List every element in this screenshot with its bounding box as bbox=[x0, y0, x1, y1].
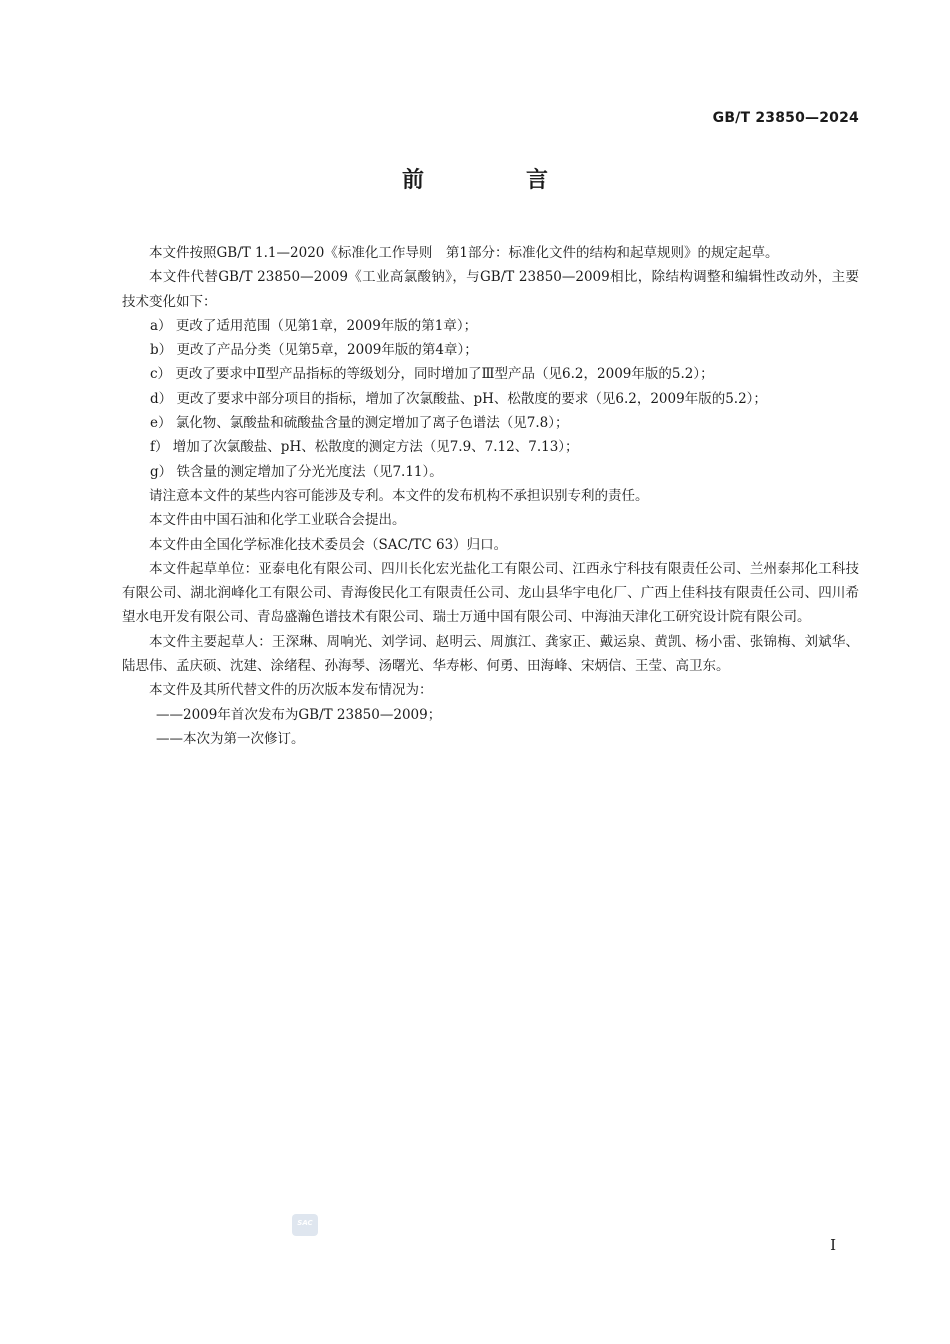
list-item bbox=[122, 411, 859, 435]
list-item bbox=[122, 338, 859, 362]
paragraph-main-drafters: 本文件主要起草人：王深琳、周响光、刘学词、赵明云、周旗江、龚家正、戴运泉、黄凯、杨小雷、张锦梅、刘斌华、陆思伟、孟庆硕、沈建、涂绪程、孙海琴、汤曙光、华寿彬、何勇、田海峰、宋炳信、王莹、高卫东。 bbox=[122, 633, 859, 675]
item-label: e） bbox=[150, 415, 172, 432]
paragraph-drafting-rules: 本文件按照GB/T 1.1—2020《标准化工作导则 第1部分：标准化文件的结构和起草规则》的规定起草。 bbox=[149, 245, 779, 261]
foreword-body bbox=[122, 241, 859, 751]
item-label: d） bbox=[150, 390, 173, 407]
item-text: 更改了要求中部分项目的指标，增加了次氯酸盐、pH、松散度的要求（见6.2，2009年版的5.2）； bbox=[176, 390, 767, 407]
history-item: ——2009年首次发布为GB/T 23850—2009； bbox=[156, 706, 442, 723]
item-text: 更改了产品分类（见第5章，2009年版的第4章）； bbox=[176, 342, 478, 359]
history-list bbox=[122, 703, 859, 752]
item-label: c） bbox=[150, 366, 172, 383]
item-text: 铁含量的测定增加了分光光度法（见7.11）。 bbox=[176, 463, 443, 480]
item-text: 氯化物、氯酸盐和硫酸盐含量的测定增加了离子色谱法（见7.8）； bbox=[175, 415, 569, 432]
list-item bbox=[122, 387, 859, 411]
item-text: 更改了适用范围（见第1章，2009年版的第1章）； bbox=[175, 317, 478, 334]
item-label: a） bbox=[150, 317, 172, 334]
page-title: 前 言 bbox=[401, 168, 588, 193]
item-label: g） bbox=[150, 463, 173, 480]
history-item: ——本次为第一次修订。 bbox=[156, 730, 305, 747]
changes-list bbox=[122, 314, 859, 484]
paragraph-replacement: 本文件代替GB/T 23850—2009《工业高氯酸钠》，与GB/T 23850—2009相比，除结构调整和编辑性改动外，主要技术变化如下： bbox=[122, 269, 859, 310]
paragraph-drafting-units: 本文件起草单位：亚泰电化有限公司、四川长化宏光盐化工有限公司、江西永宁科技有限责任公司、兰州泰邦化工科技有限公司、湖北润峰化工有限公司、青海俊民化工有限责任公司、龙山县华宇电化厂、广西上佳科技有限责任公司、四川希望水电开发有限公司、青岛盛瀚色谱技术有限公司、瑞士万通中国有限公司、中海油天津化工研究设计院有限公司。 bbox=[122, 560, 859, 626]
paragraph-version-history: 本文件及其所代替文件的历次版本发布情况为： bbox=[149, 682, 433, 699]
list-item bbox=[122, 460, 859, 484]
list-item bbox=[122, 435, 859, 459]
sac-watermark-logo bbox=[292, 1214, 318, 1236]
item-label: b） bbox=[150, 342, 173, 359]
item-text: 更改了要求中Ⅱ型产品指标的等级划分，同时增加了Ⅲ型产品（见6.2，2009年版的5.2）； bbox=[175, 366, 714, 383]
item-text: 增加了次氯酸盐、pH、松散度的测定方法（见7.9、7.12、7.13）； bbox=[172, 439, 579, 456]
standard-number: GB/T 23850—2024 bbox=[712, 110, 859, 126]
seal-text: SAC bbox=[297, 1219, 313, 1227]
paragraph-proposed-by: 本文件由中国石油和化学工业联合会提出。 bbox=[149, 512, 406, 529]
item-label: f） bbox=[150, 439, 169, 456]
list-item bbox=[122, 314, 859, 338]
page-number: Ⅰ bbox=[830, 1236, 836, 1254]
paragraph-under-jurisdiction: 本文件由全国化学标准化技术委员会（SAC/TC 63）归口。 bbox=[149, 536, 508, 553]
list-item bbox=[122, 362, 859, 386]
paragraph-patent-notice: 请注意本文件的某些内容可能涉及专利。本文件的发布机构不承担识别专利的责任。 bbox=[149, 487, 649, 504]
